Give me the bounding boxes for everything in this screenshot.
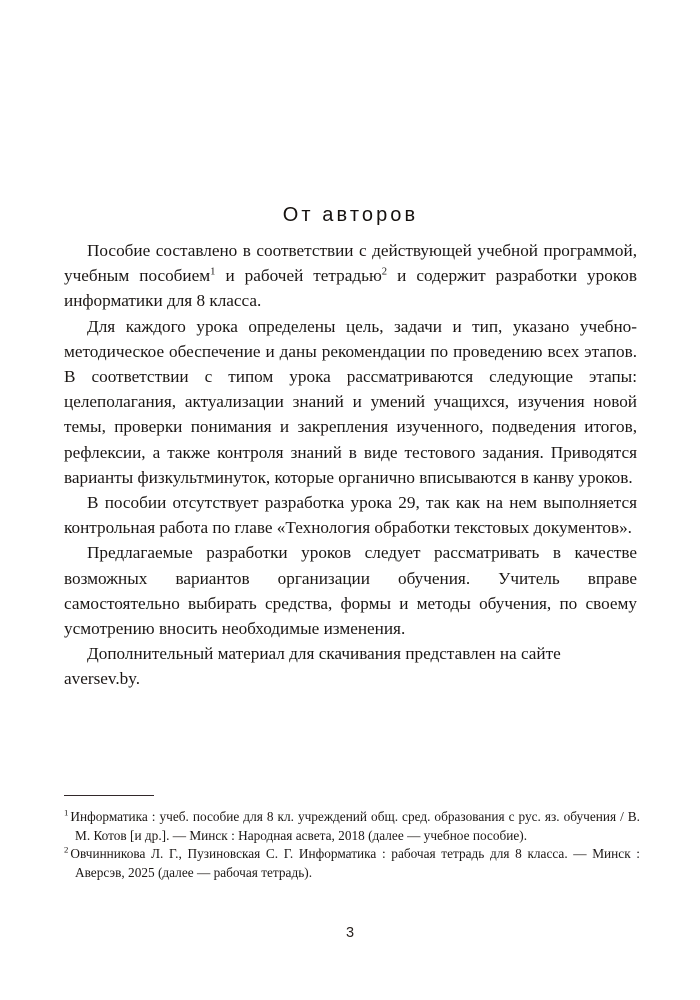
footnote-text: Информатика : учеб. пособие для 8 кл. учреждений общ. сред. образования с рус. яз. обучения / В. М. Котов [и др.]. — Минск : Народная асвета, 2018 (далее — учебное пособие).	[70, 809, 640, 843]
paragraph-text: и рабочей тетрадью	[215, 266, 382, 286]
footnote-reference-1[interactable]: 1	[210, 266, 216, 278]
footnote-list	[64, 808, 640, 882]
paragraph-text: В пособии отсутствует разработка урока 29, так как на нем выполняется контрольная работа по главе «Технология обработки текстовых документов».	[64, 493, 637, 538]
paragraph-teacher-freedom	[64, 540, 637, 641]
paragraph-text: Дополнительный материал для скачивания представлен на сайте aversev.by.	[64, 644, 561, 689]
paragraph-text: Предлагаемые разработки уроков следует рассматривать в качестве возможных вариантов организации обучения. Учитель вправе самостоятельно выбирать средства, формы и методы обучения, по своему усмотрению вносить необходимые изменения.	[64, 543, 637, 639]
paragraph-text: Для каждого урока определены цель, задачи и тип, указано учебно-методическое обеспечение и даны рекомендации по проведению всех этапов. В соответствии с типом урока рассматриваются следующие этапы: целеполагания, актуализации знаний и умений учащихся, изучения новой темы, проверки понимания и закрепления изученного, подведения итогов, рефлексии, а также контроля знаний в виде тестового задания. Приводятся варианты физкультминуток, которые органично вписываются в канву уроков.	[64, 316, 637, 487]
paragraph-text: Пособие составлено в соответствии с действующей учебной программой, учебным пособием	[64, 241, 637, 286]
page-number: 3	[345, 925, 355, 941]
paragraph-lesson-structure	[64, 314, 637, 490]
body-text	[64, 238, 637, 692]
footnote-text: Овчинникова Л. Г., Пузиновская С. Г. Информатика : рабочая тетрадь для 8 класса. — Минск : Аверсэв, 2025 (далее — рабочая тетрадь).	[70, 846, 640, 880]
paragraph-intro	[64, 238, 637, 314]
page-title: От авторов	[282, 204, 419, 226]
paragraph-lesson-29-note	[64, 490, 637, 540]
footnote-2	[64, 845, 640, 882]
footnote-1	[64, 808, 640, 845]
footnote-marker-1: 1	[64, 807, 69, 818]
footnote-separator	[64, 795, 154, 796]
footnote-reference-2[interactable]: 2	[381, 266, 388, 278]
footnote-marker-2: 2	[64, 844, 69, 855]
paragraph-extra-material	[64, 641, 637, 691]
paragraph-text: и содержит разработки уроков информатики для 8 класса.	[64, 266, 638, 311]
